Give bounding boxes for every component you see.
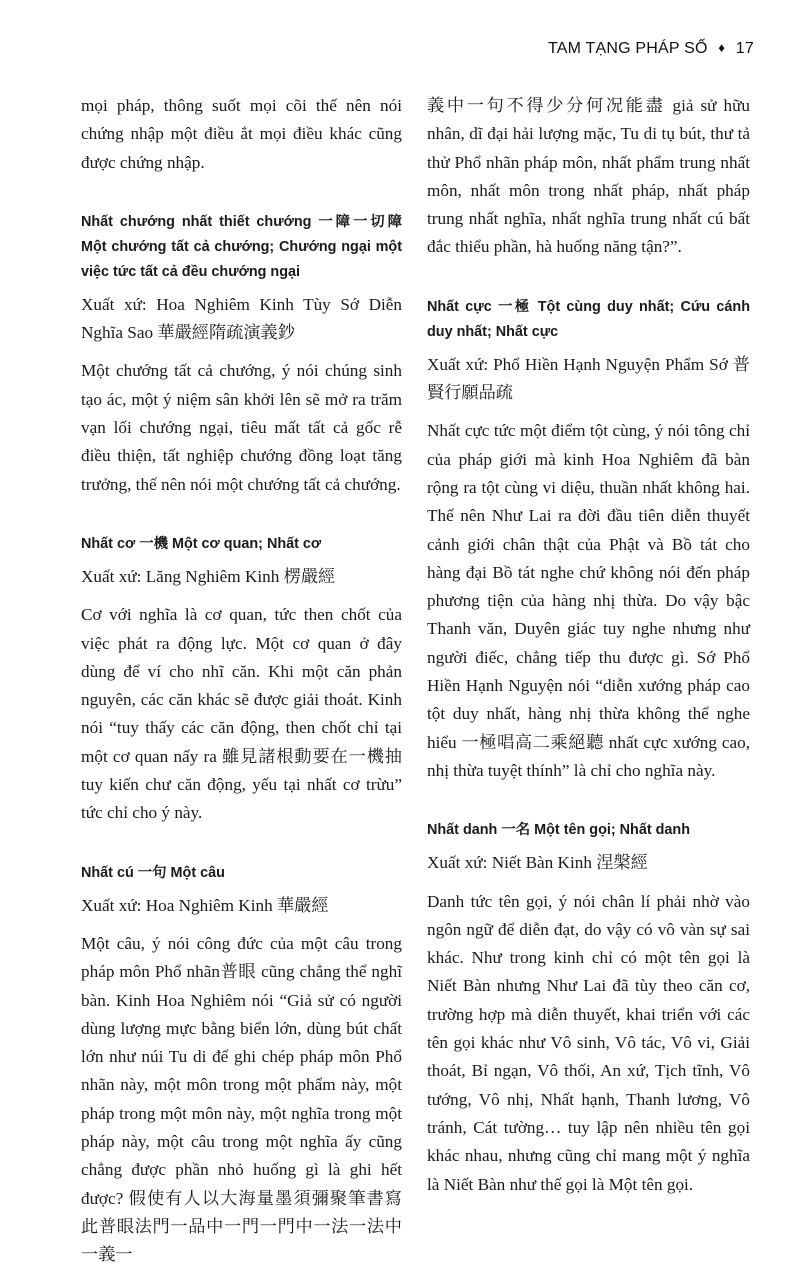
entry-body: Cơ với nghĩa là cơ quan, tức then chốt của việc phát ra động lực. Một cơ quan ở đây dùng để ví cho nhĩ căn. Khi một căn phản nguyên, các căn khác sẽ được giải thoát. Kinh nói “tuy thấy các căn động, then chốt chỉ tại một cơ quan nấy ra 雖見諸根動要在一機抽 tuy kiến chư căn động, yếu tại nhất cơ trừu” tức chỉ cho ý này.: [81, 605, 402, 823]
running-header: [548, 40, 754, 58]
left-column: [81, 92, 402, 1270]
entry-title: Nhất cơ 一機 Một cơ quan; Nhất cơ: [81, 535, 322, 552]
entry: [81, 532, 402, 828]
entry-source: Xuất xứ: Lăng Nghiêm Kinh 楞嚴經: [81, 566, 336, 586]
entry-title: Nhất cực 一極 Tột cùng duy nhất; Cứu cánh duy nhất; Nhất cực: [427, 298, 750, 340]
continuation-text: 義中一句不得少分何况能盡 giả sử hữu nhân, dĩ đại hải lượng mặc, Tu di tụ bút, thư tả thử Phổ nhãn pháp môn, nhất phẩm trung nhất môn, nhất môn trong nhất pháp, nhất pháp trung nhất nghĩa, nhất nghĩa trung nhất cú bất đắc thiểu phần, hà huống năng tận?”.: [427, 96, 750, 257]
right-column: [427, 92, 750, 1199]
page-number: 17: [735, 40, 754, 57]
diamond-separator-icon: ♦: [718, 40, 726, 55]
continuation-text: mọi pháp, thông suốt mọi cõi thế nên nói chứng nhập một điều ắt mọi điều khác cũng được chứng nhập.: [81, 96, 402, 172]
entry: [81, 861, 402, 1270]
entry-title: Nhất danh 一名 Một tên gọi; Nhất danh: [427, 822, 691, 839]
entry: [427, 818, 750, 1199]
entry-source: Xuất xứ: Niết Bàn Kinh 涅槃經: [427, 853, 648, 873]
entry-title: Nhất cú 一句 Một câu: [81, 864, 225, 881]
entry-body: Nhất cực tức một điểm tột cùng, ý nói tông chỉ của pháp giới mà kinh Hoa Nghiêm đã bàn rộng ra tột cùng vi diệu, thuần nhất không hai. Thế nên Như Lai ra đời đầu tiên diễn thuyết cảnh giới chân thật của Phật và Bồ tát cho hàng đại Bồ tát nghe chứ không nói đến pháp phương tiện của hàng nhị thừa. Do vậy bậc Thanh văn, Duyên giác tuy nghe nhưng như người điếc, chẳng tiếp thu được gì. Sớ Phổ Hiền Hạnh Nguyện nói “diễn xướng pháp cao tột duy nhất, hàng nhị thừa không thể nghe hiểu 一極唱高二乘絕聽 nhất cực xướng cao, nhị thừa tuyệt thính” là chỉ cho nghĩa này.: [427, 421, 750, 780]
entry-source: Xuất xứ: Hoa Nghiêm Kinh 華嚴經: [81, 895, 329, 915]
entry-body: Danh tức tên gọi, ý nói chân lí phải nhờ vào ngôn ngữ để diễn đạt, do vậy có vô vàn sự sai khác. Như trong kinh chỉ có một tên gọi là Niết Bàn nhưng Như Lai đã tùy theo căn cơ, trường hợp mà diễn thuyết, khai triển với các tên gọi khác như Vô sinh, Vô tác, Vô vi, Giải thoát, Bỉ ngạn, Vô thối, An xứ, Tịch tĩnh, Vô tướng, Vô nhị, Nhất hạnh, Thanh lương, Vô tránh, Cát tường… tuy lập nên nhiều tên gọi khác nhau, nhưng cũng chỉ mang một ý nghĩa là Niết Bàn như thế gọi là Một tên gọi.: [427, 891, 750, 1194]
running-header-title: TAM TẠNG PHÁP SỐ: [547, 40, 708, 57]
entry-body: Một câu, ý nói công đức của một câu trong pháp môn Phổ nhãn普眼 cũng chẳng thể nghĩ bàn. Kinh Hoa Nghiêm nói “Giả sử có người dùng lượng mực bằng biển lớn, dùng bút chất lớn như núi Tu di để ghi chép pháp môn Phổ nhãn này, một môn trong một phẩm này, một pháp trong một môn này, một nghĩa trong một pháp này, một câu trong một nghĩa ấy cũng chẳng được phần nhỏ huống gì là ghi hết được? 假使有人以大海量墨須彌聚筆書寫此普眼法門一品中一門一門中一法一法中一義一: [81, 933, 402, 1265]
entry-title: Nhất chướng nhất thiết chướng 一障一切障 Một chướng tất cả chướng; Chướng ngại một việc tức tất cả đều chướng ngại: [81, 213, 402, 280]
entry-body: Một chướng tất cả chướng, ý nói chúng sinh tạo ác, một ý niệm sân khởi lên sẽ mở ra trăm vạn lối chướng ngại, tiêu mất tất cả gốc rễ điều thiện, tất nghiệp chướng đồng loạt tăng trưởng, thế nên nói một chướng tất cả chướng.: [81, 361, 402, 494]
entry: [81, 210, 402, 499]
entry: [427, 295, 750, 785]
entry-source: Xuất xứ: Hoa Nghiêm Kinh Tùy Sớ Diễn Nghĩa Sao 華嚴經隋疏演義鈔: [81, 294, 402, 343]
entry-source: Xuất xứ: Phổ Hiền Hạnh Nguyện Phẩm Sớ 普賢行願品疏: [427, 354, 750, 403]
